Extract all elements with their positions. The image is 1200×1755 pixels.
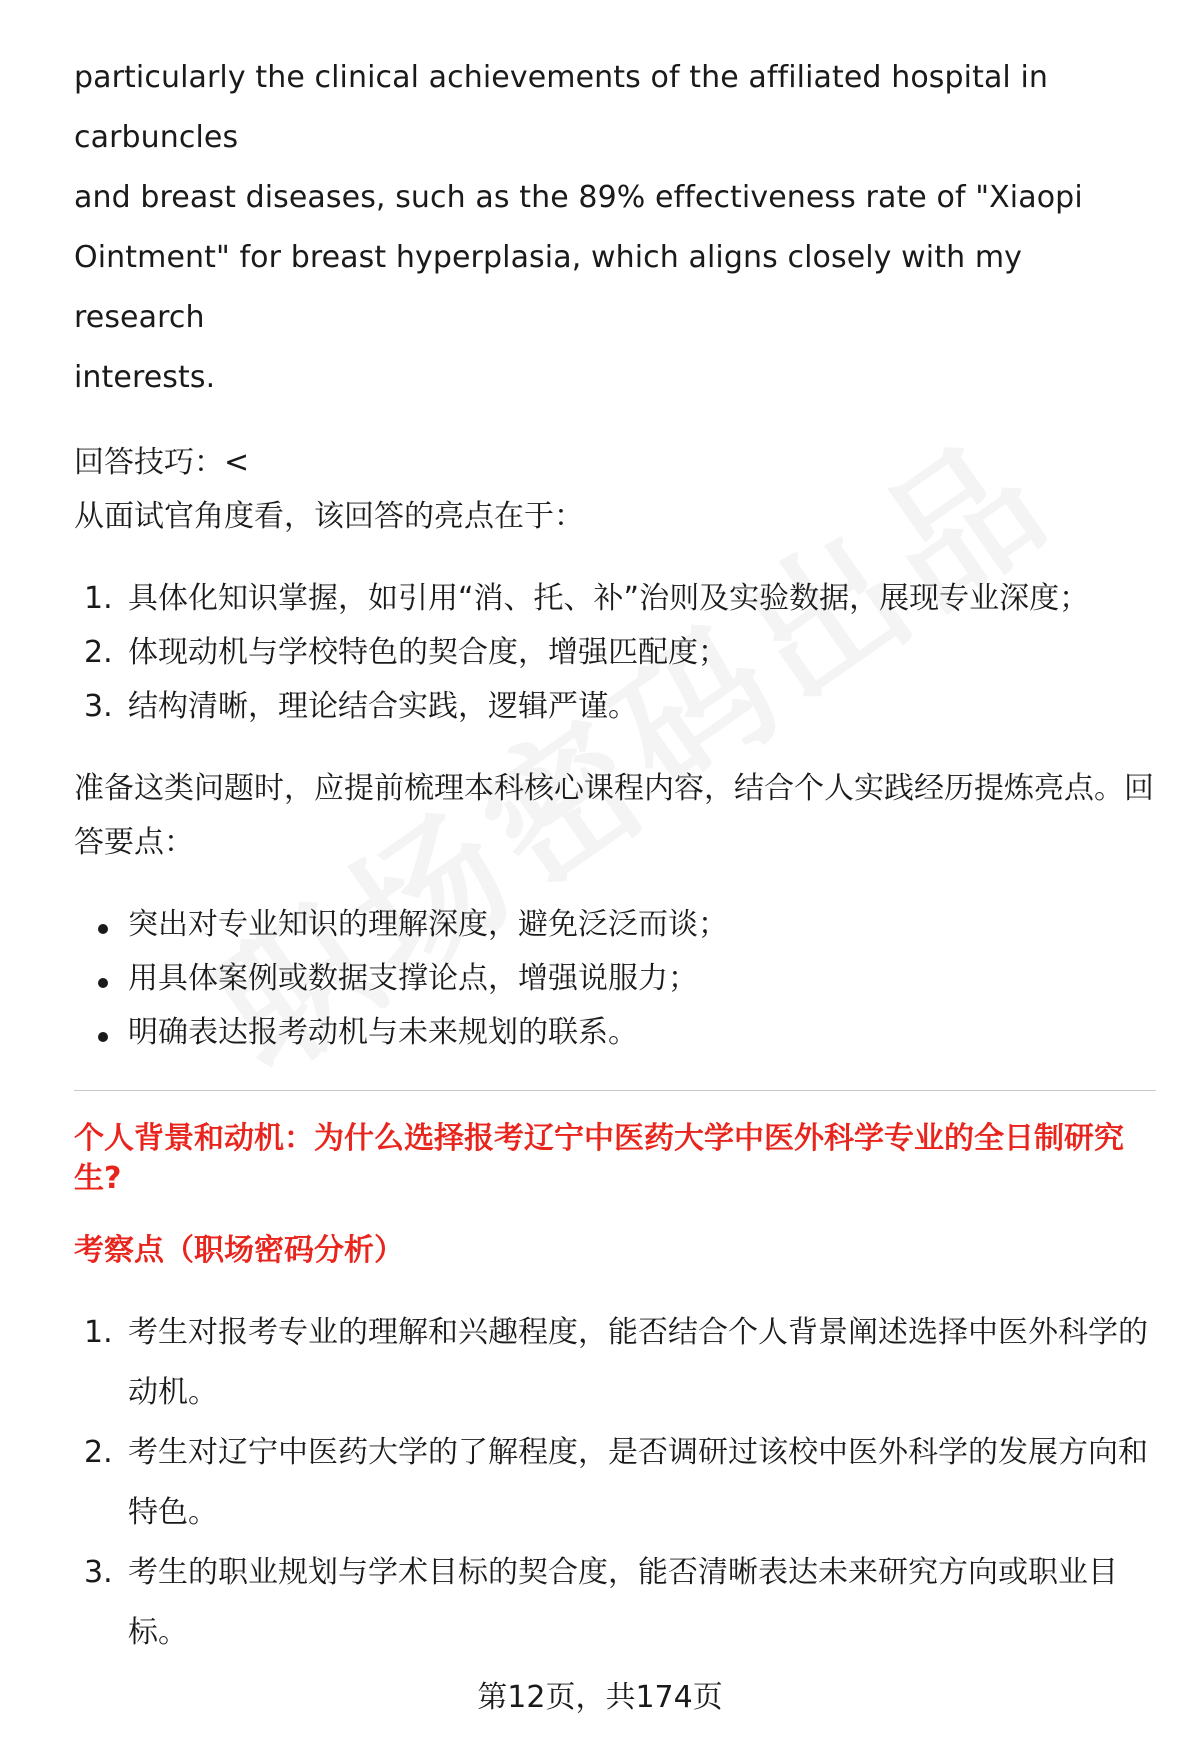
list-number: 3. bbox=[84, 689, 113, 724]
list-item bbox=[74, 1423, 1154, 1543]
bullet-icon bbox=[98, 924, 108, 934]
bullet-icon bbox=[98, 1032, 108, 1042]
list-item bbox=[74, 1006, 1154, 1060]
list-item-text: 具体化知识掌握，如引用“消、托、补”治则及实验数据，展现专业深度； bbox=[128, 581, 1090, 616]
section-divider bbox=[74, 1090, 1156, 1091]
prep-paragraph bbox=[74, 762, 1154, 870]
list-number: 3. bbox=[84, 1555, 113, 1590]
highlights-list bbox=[74, 572, 1154, 734]
list-item-text: 用具体案例或数据支撑论点，增强说服力； bbox=[128, 961, 698, 996]
list-item-text: 特色。 bbox=[128, 1495, 218, 1530]
intro-line: particularly the clinical achievements of the affiliated hospital in carbuncles bbox=[74, 60, 1049, 155]
list-number: 1. bbox=[84, 1315, 113, 1350]
list-item bbox=[74, 1543, 1154, 1663]
highlight-intro: 从面试官角度看，该回答的亮点在于： bbox=[74, 499, 584, 534]
list-item-text: 考生对辽宁中医药大学的了解程度，是否调研过该校中医外科学的发展方向和 bbox=[128, 1435, 1148, 1470]
list-number: 1. bbox=[84, 581, 113, 616]
assessment-heading: 考察点（职场密码分析） bbox=[74, 1233, 404, 1268]
list-number: 2. bbox=[84, 635, 113, 670]
list-item bbox=[74, 680, 1154, 734]
prep-line: 答要点： bbox=[74, 825, 194, 860]
list-number: 2. bbox=[84, 1435, 113, 1470]
list-item-text: 明确表达报考动机与未来规划的联系。 bbox=[128, 1015, 638, 1050]
intro-line: Ointment" for breast hyperplasia, which aligns closely with my research bbox=[74, 240, 1023, 335]
list-item bbox=[74, 952, 1154, 1006]
tips-label: 回答技巧：< bbox=[74, 445, 250, 480]
list-item-text: 突出对专业知识的理解深度，避免泛泛而谈； bbox=[128, 907, 728, 942]
intro-line: interests. bbox=[74, 360, 216, 395]
question-heading bbox=[74, 1119, 1154, 1199]
list-item-text: 考生的职业规划与学术目标的契合度，能否清晰表达未来研究方向或职业目 bbox=[128, 1555, 1118, 1590]
list-item-text: 动机。 bbox=[128, 1375, 218, 1410]
question-heading-line: 生? bbox=[74, 1161, 122, 1196]
page-footer: 第12页，共174页 bbox=[477, 1680, 723, 1715]
list-item bbox=[74, 1303, 1154, 1423]
prep-line: 准备这类问题时，应提前梳理本科核心课程内容，结合个人实践经历提炼亮点。回 bbox=[74, 771, 1154, 806]
intro-line: and breast diseases, such as the 89% effectiveness rate of "Xiaopi bbox=[74, 180, 1083, 215]
list-item bbox=[74, 572, 1154, 626]
page-content bbox=[74, 48, 1154, 1663]
list-item bbox=[74, 898, 1154, 952]
intro-paragraph bbox=[74, 48, 1154, 408]
list-item-text: 考生对报考专业的理解和兴趣程度，能否结合个人背景阐述选择中医外科学的 bbox=[128, 1315, 1148, 1350]
question-heading-line: 个人背景和动机：为什么选择报考辽宁中医药大学中医外科学专业的全日制研究 bbox=[74, 1121, 1124, 1156]
list-item-text: 标。 bbox=[128, 1615, 188, 1650]
bullet-icon bbox=[98, 978, 108, 988]
list-item-text: 结构清晰，理论结合实践，逻辑严谨。 bbox=[128, 689, 638, 724]
assessment-list bbox=[74, 1303, 1154, 1663]
key-points-list bbox=[74, 898, 1154, 1060]
list-item-text: 体现动机与学校特色的契合度，增强匹配度； bbox=[128, 635, 728, 670]
list-item bbox=[74, 626, 1154, 680]
